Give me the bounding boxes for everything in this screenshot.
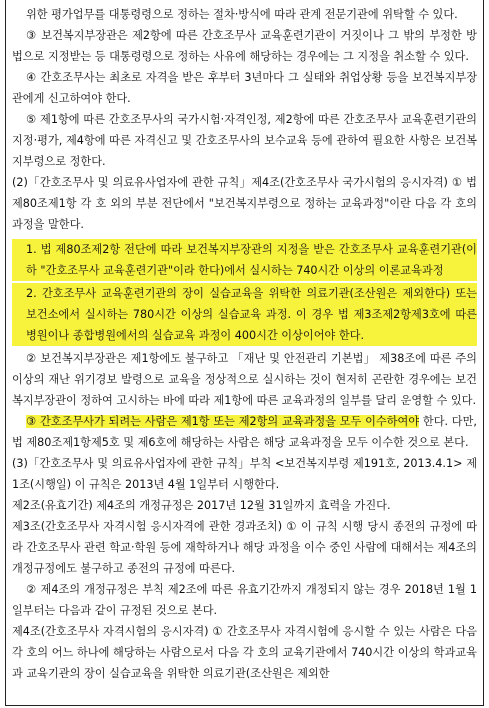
completion-requirement-rest: 한다. 다만, 법 제80조제1항제5호 및 제6호에 해당하는 사람은 해당 교육과정을 모두 이수한 것으로 본다. — [12, 415, 477, 449]
paragraph-cancel-designation: ③ 보건복지부장관은 제2항에 따른 간호조무사 교육훈련기관이 거짓이나 그 밖의 부정한 방법으로 지정받는 등 대통령령으로 정하는 사유에 해당하는 경우에는 그 지정을 취소할 수 있다. — [12, 29, 477, 63]
document-page — [5, 0, 484, 706]
paragraph-disaster-exception: ② 보건복지부장관은 제1항에도 불구하고 「재난 및 안전관리 기본법」 제38조에 따른 주의 이상의 재난 위기경보 발령으로 교육을 정상적으로 실시하는 것이 현저히 곤란한 경우에는 보건복지부장관이 정하여 고시하는 바에 따라 제1항에 따른 교육과정의 일부를 달리 운영할 수 있다. — [12, 352, 477, 407]
paragraph-rule-article4: (2)「간호조무사 및 의료유사업자에 관한 규칙」제4조(간호조무사 국가시험의 응시자격) ① 법 제80조제1항 각 호 외의 부분 전단에서 "보건복지부령으로 정하는 교육과정"이란 다음 각 호의 과정을 말한다. — [12, 176, 477, 231]
paragraph-transition: 제3조(간호조무사 자격시험 응시자격에 관한 경과조치) ① 이 규칙 시행 당시 종전의 규정에 따라 간호조무사 관련 학교·학원 등에 재학하거나 해당 과정을 이수 중인 사람에 대해서는 제4조의 개정규정에도 불구하고 종전의 규정에 따른다. — [12, 520, 477, 575]
highlight-item-3: ③ 간호조무사가 되려는 사람은 제1항 또는 제2항의 교육과정을 모두 이수하여야 — [26, 415, 420, 428]
paragraph-report-status: ④ 간호조무사는 최초로 자격을 받은 후부터 3년마다 그 실태와 취업상황 등을 보건복지부장관에게 신고하여야 한다. — [12, 71, 477, 105]
paragraph-necessary-matters: ⑤ 제1항에 따른 간호조무사의 국가시험·자격인정, 제2항에 따른 간호조무사 교육훈련기관의 지정·평가, 제4항에 따른 자격신고 및 간호조무사의 보수교육 등에 관하여 필요한 사항은 보건복지부령으로 정한다. — [12, 113, 477, 168]
paragraph-completion-requirement — [12, 411, 477, 453]
paragraph-evaluation-delegation: 위한 평가업무를 대통령령으로 정하는 절차·방식에 따라 관계 전문기관에 위탁할 수 있다. — [26, 8, 458, 21]
paragraph-addenda: (3)「간호조무사 및 의료유사업자에 관한 규칙」부칙 <보건복지부령 제191호, 2013.4.1> 제1조(시행일) 이 규칙은 2013년 4월 1일부터 시행한다. — [12, 457, 477, 491]
paragraph-revision: ② 제4조의 개정규정은 부칙 제2조에 따른 유효기간까지 개정되지 않는 경우 2018년 1월 1일부터는 다음과 같이 규정된 것으로 본다. — [12, 583, 477, 617]
paragraph-validity: 제2조(유효기간) 제4조의 개정규정은 2017년 12월 31일까지 효력을 가진다. — [12, 499, 391, 512]
paragraph-exam-eligibility: 제4조(간호조무사 자격시험의 응시자격) ① 간호조무사 자격시험에 응시할 수 있는 사람은 다음 각 호의 어느 하나에 해당하는 사람으로서 다음 각 호의 교육기관에서 740시간 이상의 학과교육과 교육기관의 장이 실습교육을 위탁한 의료기관(조산원은 제외한 — [12, 625, 477, 680]
highlight-item-1: 1. 법 제80조제2항 전단에 따라 보건복지부장관의 지정을 받은 간호조무사 교육훈련기관(이하 "간호조무사 교육훈련기관"이라 한다)에서 실시하는 740시간 이상의 이론교육과정 — [12, 239, 477, 281]
highlight-item-2: 2. 간호조무사 교육훈련기관의 장이 실습교육을 위탁한 의료기관(조산원은 제외한다) 또는 보건소에서 실시하는 780시간 이상의 실습교육 과정. 이 경우 법 제3조제2항제3호에 따른 병원이나 종합병원에서의 실습교육 과정이 400시간 이상이어야 한다. — [12, 283, 477, 346]
